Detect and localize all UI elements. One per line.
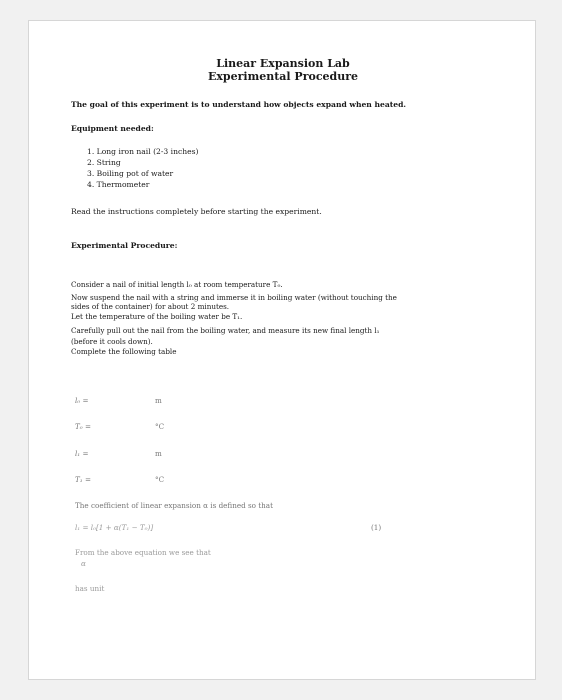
page-title: Linear Expansion Lab [216, 57, 350, 70]
procedure-step: Consider a nail of initial length l₀ at room temperature T₀. [71, 280, 283, 289]
goal-text: The goal of this experiment is to understand how objects expand when heated. [71, 100, 407, 109]
procedure-step: (before it cools down). [71, 337, 153, 346]
alpha-symbol: α [81, 559, 86, 568]
equipment-item: 2. String [87, 158, 121, 167]
procedure-heading: Experimental Procedure: [71, 241, 178, 250]
table-label-l1: l₁ = [75, 449, 89, 458]
coefficient-text: The coefficient of linear expansion α is defined so that [75, 501, 273, 510]
table-unit: °C [155, 422, 165, 431]
procedure-step: sides of the container) for about 2 minutes. [71, 302, 230, 311]
procedure-step: Carefully pull out the nail from the boiling water, and measure its new final length l₁ [71, 326, 380, 335]
table-label-l0: l₀ = [75, 396, 89, 405]
equipment-item: 3. Boiling pot of water [87, 169, 174, 178]
document-page [28, 20, 536, 680]
table-unit: m [155, 396, 162, 405]
read-instructions: Read the instructions completely before starting the experiment. [71, 207, 322, 216]
table-label-t0: T₀ = [75, 422, 91, 431]
from-text: From the above equation we see that [75, 548, 211, 557]
equipment-item: 4. Thermometer [87, 180, 150, 189]
table-unit: m [155, 449, 162, 458]
table-unit: °C [155, 475, 165, 484]
procedure-step: Let the temperature of the boiling water be T₁. [71, 312, 243, 321]
page-subtitle: Experimental Procedure [207, 70, 359, 83]
procedure-step: Complete the following table [71, 347, 177, 356]
table-label-t1: T₁ = [75, 475, 91, 484]
equipment-heading: Equipment needed: [71, 124, 154, 133]
equation-number: (1) [371, 523, 382, 532]
expansion-equation: l₁ = l₀[1 + α(T₁ − T₀)] [75, 523, 154, 532]
procedure-step: Now suspend the nail with a string and immerse it in boiling water (without touching the [71, 293, 397, 302]
equipment-item: 1. Long iron nail (2-3 inches) [87, 147, 199, 156]
has-unit-text: has unit [75, 584, 105, 593]
